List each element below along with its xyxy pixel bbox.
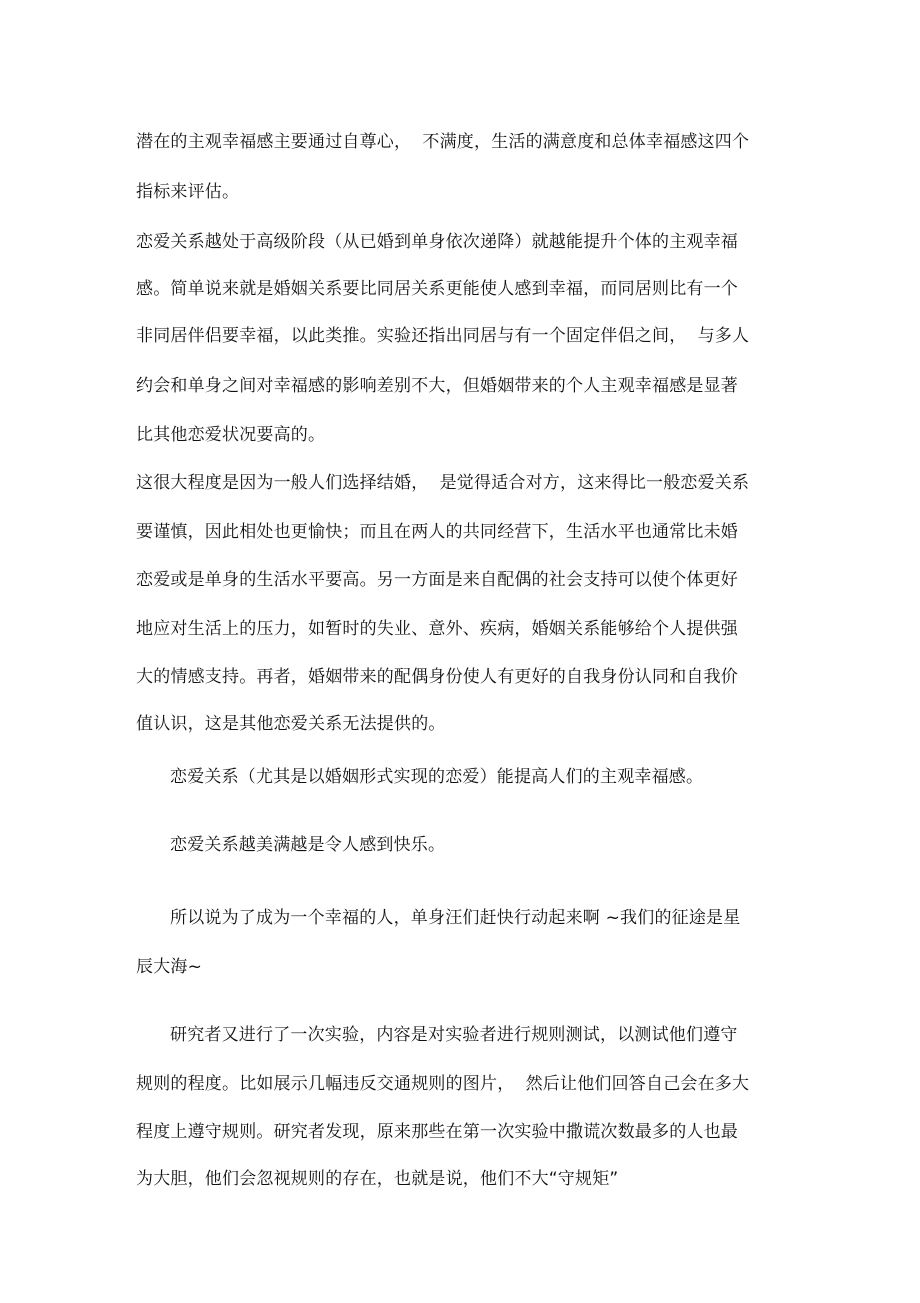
paragraph-7-line-1: 研究者又进行了一次实验，内容是对实验者进行规则测试，以测试他们遵守	[170, 1025, 738, 1045]
paragraph-1-line-2: 指标来评估。	[136, 182, 240, 202]
paragraph-3-line-5: 大的情感支持。再者，婚姻带来的配偶身份使人有更好的自我身份认同和自我价	[136, 667, 738, 687]
paragraph-1-line-1: 潜在的主观幸福感主要通过自尊心， 不满度，生活的满意度和总体幸福感这四个	[136, 132, 750, 152]
paragraph-2-line-2: 感。简单说来就是婚姻关系要比同居关系更能使人感到幸福，而同居则比有一个	[136, 279, 738, 299]
paragraph-6-line-2: 辰大海~	[136, 957, 203, 977]
paragraph-4-line-1: 恋爱关系（尤其是以婚姻形式实现的恋爱）能提高人们的主观幸福感。	[170, 767, 704, 787]
paragraph-3-line-6: 值认识，这是其他恋爱关系无法提供的。	[136, 714, 446, 734]
paragraph-3-line-4: 地应对生活上的压力，如暂时的失业、意外、疾病，婚姻关系能够给个人提供强	[136, 619, 738, 639]
paragraph-2-line-5: 比其他恋爱状况要高的。	[136, 425, 326, 445]
paragraph-5-line-1: 恋爱关系越美满越是令人感到快乐。	[170, 835, 446, 855]
paragraph-6-line-1: 所以说为了成为一个幸福的人，单身汪们赶快行动起来啊 ~我们的征途是星	[170, 908, 741, 928]
paragraph-3-line-2: 要谨慎，因此相处也更愉快；而且在两人的共同经营下，生活水平也通常比未婚	[136, 522, 738, 542]
paragraph-3-line-3: 恋爱或是单身的生活水平要高。另一方面是来自配偶的社会支持可以使个体更好	[136, 570, 738, 590]
paragraph-7-line-4: 为大胆，他们会忽视规则的存在，也就是说，他们不大“守规矩”	[136, 1169, 619, 1189]
paragraph-7-line-2: 规则的程度。比如展示几幅违反交通规则的图片， 然后让他们回答自己会在多大	[136, 1074, 750, 1094]
paragraph-7-line-3: 程度上遵守规则。研究者发现，原来那些在第一次实验中撒谎次数最多的人也最	[136, 1122, 738, 1142]
paragraph-2-line-4: 约会和单身之间对幸福感的影响差别不大，但婚姻带来的个人主观幸福感是显著	[136, 376, 738, 396]
paragraph-2-line-1: 恋爱关系越处于高级阶段（从已婚到单身依次递降）就越能提升个体的主观幸福	[136, 232, 738, 252]
paragraph-3-line-1: 这很大程度是因为一般人们选择结婚， 是觉得适合对方，这来得比一般恋爱关系	[136, 473, 750, 493]
paragraph-2-line-3: 非同居伴侣要幸福，以此类推。实验还指出同居与有一个固定伴侣之间， 与多人	[136, 326, 750, 346]
